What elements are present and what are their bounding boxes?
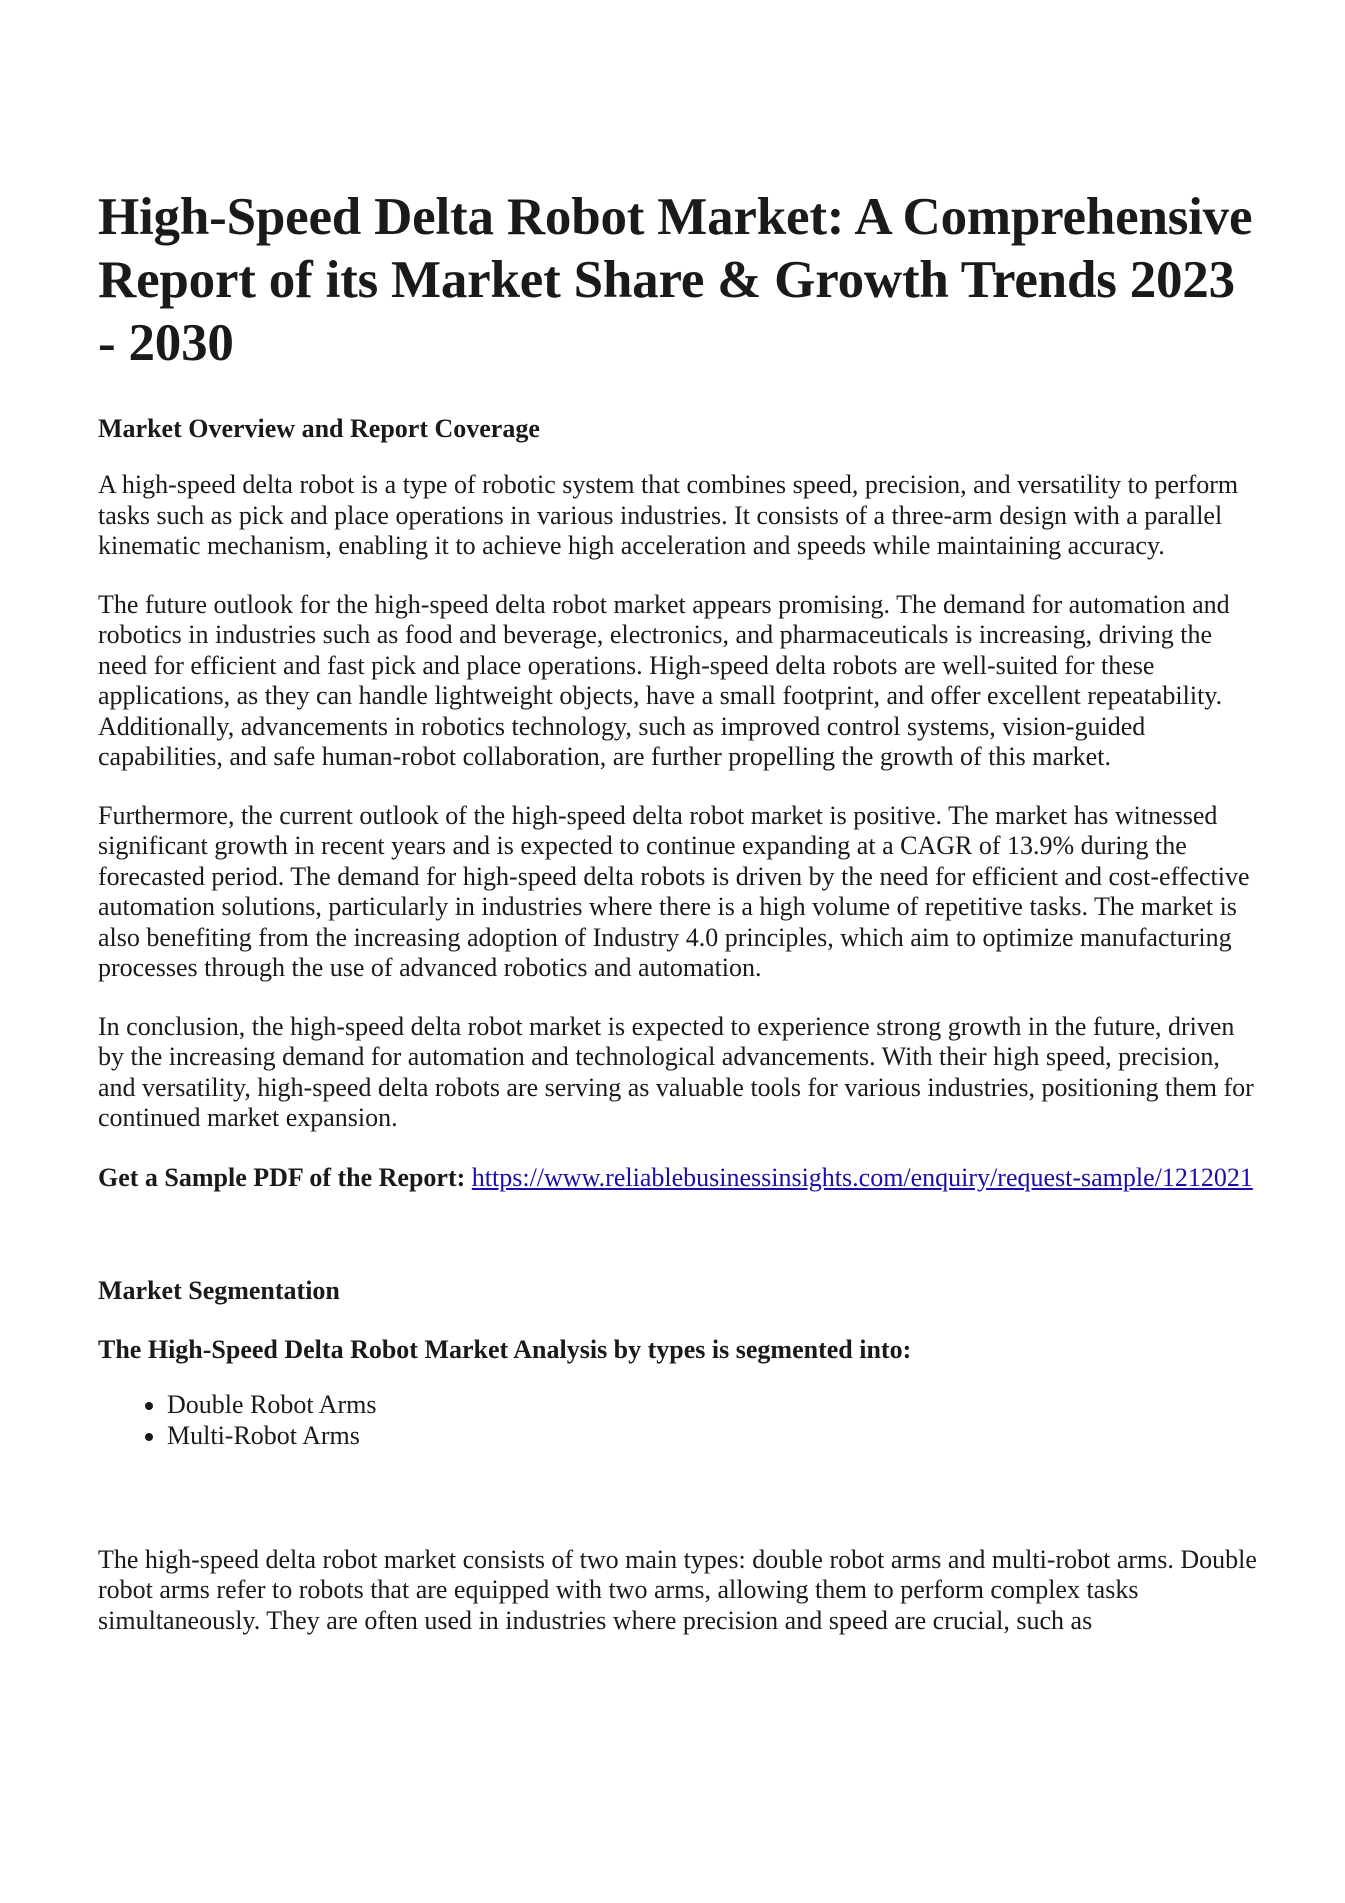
types-heading: The High-Speed Delta Robot Market Analysis by types is segmented into: bbox=[98, 1334, 912, 1364]
overview-paragraph-4: In conclusion, the high-speed delta robot market is expected to experience strong growth in the future, driven by the increasing demand for automation and technological advancements. With their high speed, precision, and versatility, high-speed delta robots are serving as valuable tools for various industries, positioning them for continued market expansion. bbox=[98, 1011, 1254, 1132]
types-list bbox=[98, 1389, 1258, 1451]
overview-paragraph-3: Furthermore, the current outlook of the high-speed delta robot market is positive. The market has witnessed significant growth in recent years and is expected to continue expanding at a CAGR of 13.9% during the forecasted period. The demand for high-speed delta robots is driven by the need for efficient and cost-effective automation solutions, particularly in industries where there is a high volume of repetitive tasks. The market is also benefiting from the increasing adoption of Industry 4.0 principles, which aim to optimize manufacturing processes through the use of advanced robotics and automation. bbox=[98, 800, 1250, 982]
overview-paragraph-1: A high-speed delta robot is a type of robotic system that combines speed, precision, and versatility to perform tasks such as pick and place operations in various industries. It consists of a three-arm design with a parallel kinematic mechanism, enabling it to achieve high acceleration and speeds while maintaining accuracy. bbox=[98, 470, 1239, 560]
overview-heading: Market Overview and Report Coverage bbox=[98, 414, 540, 443]
sample-pdf-link[interactable]: https://www.reliablebusinessinsights.com/enquiry/request-sample/1212021 bbox=[471, 1162, 1253, 1192]
sample-pdf-line bbox=[98, 1162, 1258, 1193]
list-item: • Double Robot Arms bbox=[167, 1389, 1258, 1420]
sample-pdf-label: Get a Sample PDF of the Report: bbox=[98, 1162, 466, 1192]
list-item: • Multi-Robot Arms bbox=[167, 1420, 1258, 1451]
overview-paragraph-2: The future outlook for the high-speed delta robot market appears promising. The demand for automation and robotics in industries such as food and beverage, electronics, and pharmaceuticals is increasing, driving the need for efficient and fast pick and place operations. High-speed delta robots are well-suited for these applications, as they can handle lightweight objects, have a small footprint, and offer excellent repeatability. Additionally, advancements in robotics technology, such as improved control systems, vision-guided capabilities, and safe human-robot collaboration, are further propelling the growth of this market. bbox=[98, 589, 1230, 771]
document-page bbox=[98, 186, 1258, 1636]
segmentation-heading: Market Segmentation bbox=[98, 1275, 340, 1305]
types-paragraph: The high-speed delta robot market consists of two main types: double robot arms and multi-robot arms. Double robot arms refer to robots that are equipped with two arms, allowing them to perform complex tasks simultaneously. They are often used in industries where precision and speed are crucial, such as bbox=[98, 1544, 1257, 1635]
page-title: High-Speed Delta Robot Market: A Comprehensive Report of its Market Share & Growth Trends 2023 - 2030 bbox=[98, 188, 1253, 372]
